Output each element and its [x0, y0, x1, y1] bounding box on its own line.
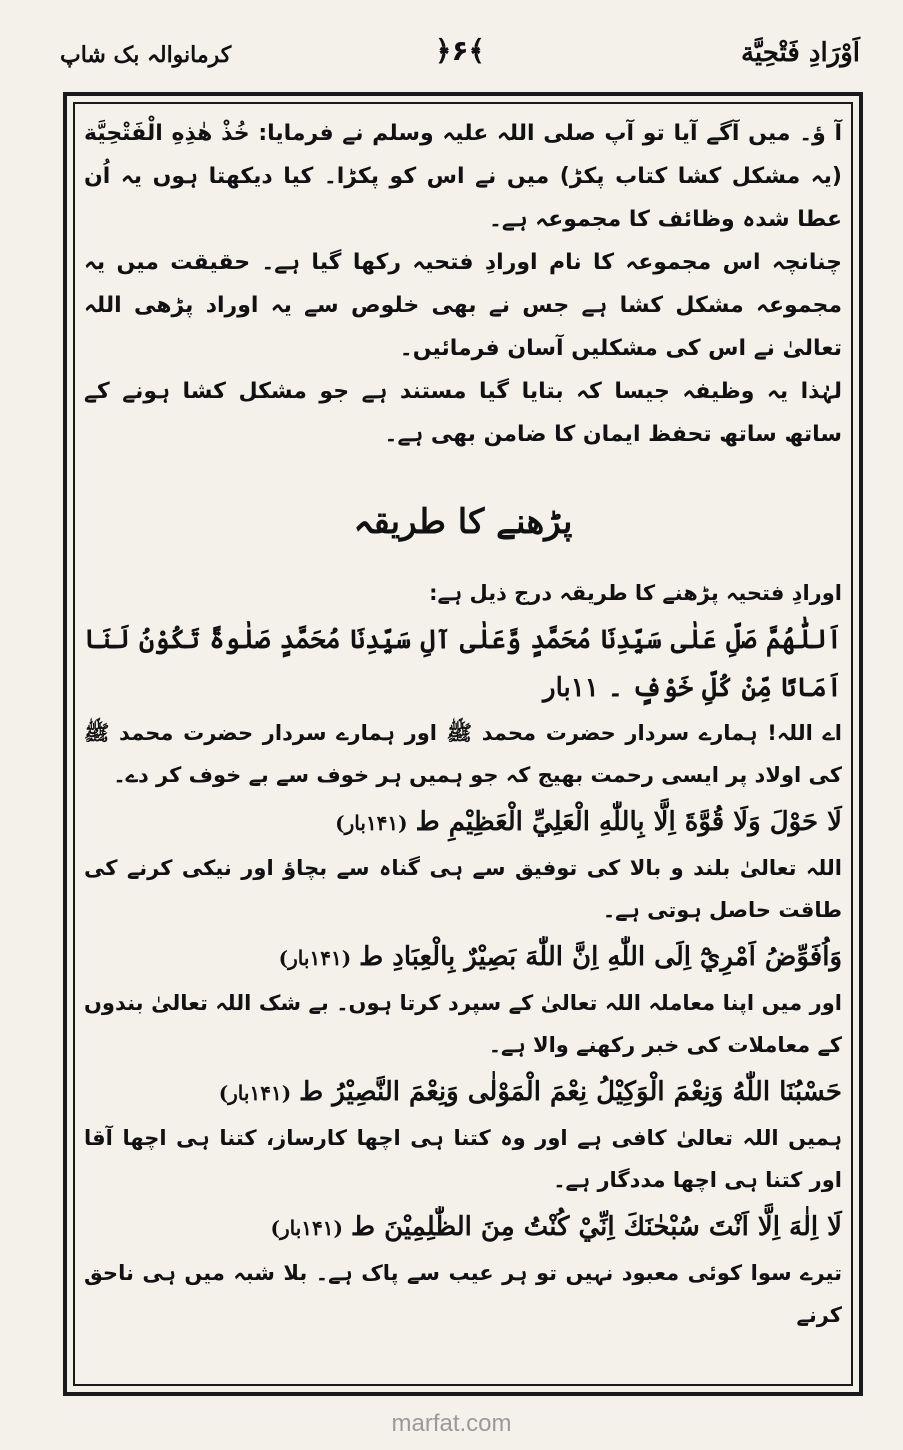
wazifa-item	[84, 616, 842, 796]
repeat-count: (۱۴۱بار)	[270, 1216, 343, 1240]
translation-text: ہمیں اللہ تعالیٰ کافی ہے اور وہ کتنا ہی اچھا کارساز، کتنا ہی اچھا آقا اور کتنا ہی اچھا مددگار ہے۔	[84, 1126, 842, 1192]
page-content	[84, 112, 842, 1338]
translation-text: تیرے سوا کوئی معبود نہیں تو ہر عیب سے پاک ہے۔ بلا شبہ میں ہی ناحق کرنے	[84, 1261, 842, 1327]
wazifa-item	[84, 933, 842, 1066]
wazifa-item	[84, 1203, 842, 1336]
arabic-text: لَا حَوْلَ وَلَا قُوَّةَ اِلَّا بِاللّٰهِ الْعَلِيِّ الْعَظِيْمِ ط(۱۴۱بار)	[335, 807, 842, 837]
book-title: اَوْرَادِ فَتْحِيَّة	[740, 38, 860, 68]
arabic-text: حَسْبُنَا اللّٰهُ وَنِعْمَ الْوَكِيْلُ نِعْمَ الْمَوْلٰى وَنِعْمَ النَّصِيْرُ ط(۱۴۱بار)	[218, 1077, 842, 1107]
translation-text: اللہ تعالیٰ بلند و بالا کی توفیق سے ہی گناہ سے بچاؤ اور نیکی کرنے کی طاقت حاصل ہوتی ہے۔	[84, 856, 842, 922]
section-intro: اورادِ فتحیہ پڑھنے کا طریقہ درج ذیل ہے:	[429, 581, 842, 605]
intro-paragraph-2: چنانچہ اس مجموعہ کا نام اورادِ فتحیہ رکھا گیا ہے۔ حقیقت میں یہ مجموعہ مشکل کشا ہے جس نے بھی خلوص سے یہ اوراد پڑھی اللہ تعالیٰ نے اس کی مشکلیں آسان فرمائیں۔	[84, 250, 842, 361]
wazifa-item	[84, 798, 842, 931]
wazifa-item	[84, 1068, 842, 1201]
repeat-count: (۱۴۱بار)	[335, 811, 408, 835]
arabic-text: اَللّٰهُمَّ صَلِّ عَلٰى سَيِّدِنَا مُحَمَّدٍ وَّعَلٰى آلِ سَيِّدِنَا مُحَمَّدٍ صَلٰوةً تَكُوْنُ لَنَا اَمَانًا مِّنْ كُلِّ خَوْفٍ ۔ ۱۱بار	[84, 625, 842, 703]
translation-text: اور میں اپنا معاملہ اللہ تعالیٰ کے سپرد کرتا ہوں۔ بے شک اللہ تعالیٰ بندوں کے معاملات کی خبر رکھنے والا ہے۔	[84, 991, 842, 1057]
arabic-text: لَا اِلٰهَ اِلَّا اَنْتَ سُبْحٰنَكَ اِنِّيْ كُنْتُ مِنَ الظّٰلِمِيْنَ ط(۱۴۱بار)	[270, 1212, 842, 1242]
page-number: ﴿۶﴾	[435, 34, 485, 67]
intro-paragraph-3: لہٰذا یہ وظیفہ جیسا کہ بتایا گیا مستند ہے جو مشکل کشا ہونے کے ساتھ ساتھ تحفظ ایمان کا ضامن بھی ہے۔	[84, 379, 842, 447]
watermark: marfat.com	[391, 1410, 512, 1437]
intro-paragraph-1: آ ؤ۔ میں آگے آیا تو آپ صلی اللہ علیہ وسلم نے فرمایا: خُذْ هٰذِهِ الْفَتْحِيَّة (یہ مشکل کشا کتاب پکڑ) میں نے اس کو پکڑا۔ کیا دیکھتا ہوں یہ اُن عطا شدہ وظائف کا مجموعہ ہے۔	[84, 121, 842, 232]
translation-text: اے اللہ! ہمارے سردار حضرت محمد ﷺ اور ہمارے سردار حضرت محمد ﷺ کی اولاد پر ایسی رحمت بھیج کہ جو ہمیں ہر خوف سے بے خوف کر دے۔	[84, 721, 842, 787]
arabic-text: وَاُفَوِّضُ اَمْرِيْٓ اِلَى اللّٰهِ اِنَّ اللّٰهَ بَصِيْرٌ بِالْعِبَادِ ط(۱۴۱بار)	[278, 942, 842, 972]
repeat-count: (۱۴۱بار)	[218, 1081, 292, 1105]
section-heading: پڑھنے کا طریقہ	[353, 502, 573, 542]
publisher-name: کرمانوالہ بک شاپ	[60, 42, 232, 68]
page-header	[60, 32, 860, 84]
repeat-count: (۱۴۱بار)	[278, 946, 352, 970]
